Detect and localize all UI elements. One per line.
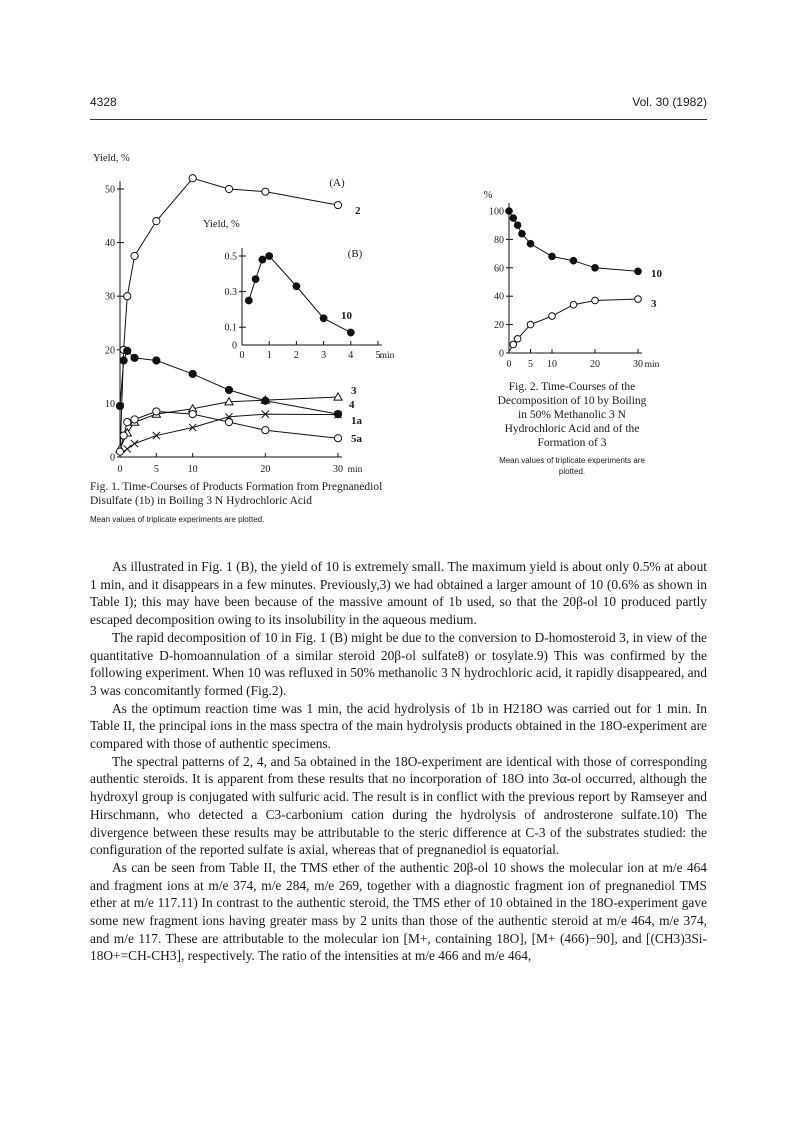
data-point	[570, 301, 577, 308]
fig2-caption-text: Time-Courses of the Decomposition of 10 by Boiling in 50% Methanolic 3 N Hydrochloric Acid and of the Formation of 3	[497, 381, 647, 449]
x-axis-unit: min	[379, 351, 395, 361]
data-point	[320, 315, 327, 322]
y-tick-label: 0	[110, 452, 115, 464]
data-point	[262, 427, 269, 434]
data-point	[549, 313, 556, 320]
data-point	[570, 257, 577, 264]
series-10	[506, 208, 663, 280]
data-point	[334, 411, 341, 418]
fig2-note: Mean values of triplicate experiments are plotted.	[499, 456, 645, 476]
series-3	[116, 385, 357, 452]
data-point	[120, 357, 127, 364]
x-tick-label: 5	[153, 464, 159, 475]
chart-panel-3	[484, 190, 663, 370]
y-tick-label: 50	[105, 184, 115, 196]
fig2-caption	[497, 380, 647, 477]
data-point	[549, 253, 556, 260]
x-tick-label: 5	[375, 350, 381, 361]
x-tick-label: 0	[239, 350, 245, 361]
data-point	[592, 297, 599, 304]
data-point	[592, 265, 599, 272]
x-tick-label: 10	[187, 464, 198, 475]
data-point	[189, 175, 196, 182]
data-point	[519, 230, 526, 237]
fig1-note: Mean values of triplicate experiments are plotted.	[90, 515, 265, 524]
y-tick-label: 20	[494, 320, 504, 332]
series-line	[249, 256, 351, 333]
body-text	[90, 558, 707, 965]
data-point	[262, 188, 269, 195]
volume-label: Vol. 30 (1982)	[632, 95, 707, 109]
data-point	[266, 253, 273, 260]
y-axis-label: Yield, %	[203, 219, 240, 230]
x-axis-unit: min	[347, 465, 363, 475]
paragraph: The rapid decomposition of 10 in Fig. 1 (B) might be due to the conversion to D-homosteroid 3, in view of the quantitative D-homoannulation of a similar steroid 20β-ol sulfate8) or tosylate.9) This was confirmed by the following experiment. When 10 was refluxed in 50% methanolic 3 N hydrochloric acid, it rapidly disappeared, and 3 was concomitantly formed (Fig.2).	[90, 629, 707, 698]
data-point	[225, 419, 232, 426]
chart-panel-1	[93, 153, 363, 475]
data-point	[153, 218, 160, 225]
series-label: 4	[349, 399, 355, 411]
x-tick-label: 10	[547, 359, 557, 370]
paragraph: As illustrated in Fig. 1 (B), the yield of 10 is extremely small. The maximum yield is about only 0.5% at about 1 min, and it disappears in a few minutes. Previously,3) we had obtained a larger amount of 10 (0.6% as shown in Table I); this may have been because of the massive amount of 1b used, so that the 20β-ol 10 produced partly escaped decomposition owing to its insolubility in the aqueous medium.	[90, 559, 707, 628]
panel-label: (B)	[347, 248, 363, 260]
data-point	[635, 268, 642, 275]
paragraph: The spectral patterns of 2, 4, and 5a obtained in the 18O-experiment are identical with those of corresponding authentic steroids. It is apparent from these results that no incorporation of 18O into 3α-ol occurred, although the hydroxyl group is conjugated with sulfuric acid. The result is in conflict with the previous report by Ramseyer and Hirschmann, who detected a C3-carbonium cation during the hydrolysis of androsterone sulfate.10) The divergence between these results may be attributable to the steric difference at C-3 of the substrates studied: the configuration of the reported sulfate is axial, whereas that of pregnanediol is equatorial.	[90, 753, 707, 858]
data-point	[506, 208, 513, 215]
x-tick-label: 2	[293, 350, 299, 361]
page-number: 4328	[90, 95, 117, 109]
data-point	[262, 397, 269, 404]
y-tick-label: 40	[105, 238, 115, 250]
data-point	[116, 448, 123, 455]
x-tick-label: 30	[333, 464, 343, 475]
fig1-caption-text: Time-Courses of Products Formation from Pregnanediol Disulfate (1b) in Boiling 3 N Hydrochloric Acid	[90, 481, 383, 507]
data-point	[189, 411, 196, 418]
data-point	[334, 435, 341, 442]
data-point	[510, 341, 517, 348]
y-tick-label: 10	[105, 398, 115, 410]
panel-label: (A)	[329, 177, 345, 189]
data-point	[189, 370, 196, 377]
fig2-caption-label: Fig. 2.	[508, 381, 539, 393]
y-tick-label: 0	[232, 340, 237, 352]
data-point	[334, 201, 341, 208]
series-label: 1a	[351, 415, 362, 427]
data-point	[120, 432, 127, 439]
x-tick-label: 4	[348, 350, 354, 361]
y-tick-label: 0.5	[224, 251, 237, 263]
x-tick-label: 30	[633, 359, 643, 370]
data-point	[635, 296, 642, 303]
data-point	[259, 256, 266, 263]
series-label: 10	[341, 310, 352, 322]
x-tick-label: 0	[117, 464, 123, 475]
x-axis-unit: min	[644, 360, 660, 370]
data-point	[124, 419, 131, 426]
y-tick-label: 20	[105, 345, 115, 357]
data-point	[153, 408, 160, 415]
data-point	[131, 416, 138, 423]
figures-svg	[0, 0, 793, 560]
data-point	[124, 347, 131, 354]
x-tick-label: 20	[590, 359, 600, 370]
y-tick-label: 100	[489, 206, 504, 218]
y-axis-label: Yield, %	[93, 153, 130, 164]
data-point	[347, 329, 354, 336]
series-label: 10	[651, 268, 662, 280]
data-point	[252, 276, 259, 283]
data-point	[293, 283, 300, 290]
x-tick-label: 20	[260, 464, 271, 475]
data-point	[334, 393, 342, 400]
series-label: 3	[651, 298, 657, 310]
x-tick-label: 3	[321, 350, 327, 361]
data-point	[514, 222, 521, 229]
data-point	[510, 215, 517, 222]
series-label: 2	[355, 205, 361, 217]
fig1-caption-label: Fig. 1.	[90, 481, 120, 493]
y-tick-label: 0.1	[224, 322, 237, 334]
series-3	[509, 296, 657, 352]
y-tick-label: 30	[105, 291, 115, 303]
data-point	[131, 354, 138, 361]
x-tick-label: 1	[266, 350, 272, 361]
paragraph: As the optimum reaction time was 1 min, the acid hydrolysis of 1b in H218O was carried out for 1 min. In Table II, the principal ions in the mass spectra of the main hydrolysis products obtained in the 18O-experiment are compared with those of authentic specimens.	[90, 700, 707, 752]
y-tick-label: 80	[494, 234, 504, 246]
x-tick-label: 0	[506, 359, 512, 370]
y-tick-label: 60	[494, 263, 504, 275]
paragraph: As can be seen from Table II, the TMS ether of the authentic 20β-ol 10 shows the molecular ion at m/e 464 and fragment ions at m/e 374, m/e 284, m/e 269, together with a diagnostic fragment ion of pregnanediol TMS ether at m/e 117.11) In contrast to the authentic steroid, the TMS ether of 10 obtained in the 18O-experiment gave some new fragment ions having greater mass by 2 units than those of the authentic steroid at m/e 464, m/e 374, and m/e 117. These are attributable to the molecular ion [M+, containing 18O], [M+ (466)−90], and [(CH3)3Si-18O+=CH-CH3], respectively. The ratio of the intensities at m/e 466 and m/e 464,	[90, 859, 707, 964]
data-point	[514, 336, 521, 343]
data-point	[124, 293, 131, 300]
chart-panel-2	[203, 219, 395, 361]
data-point	[225, 386, 232, 393]
y-tick-label: 0.3	[224, 287, 237, 299]
y-tick-label: 0	[499, 348, 504, 360]
series-label: 3	[351, 385, 357, 397]
x-tick-label: 5	[528, 359, 533, 370]
y-axis-label: %	[483, 190, 493, 201]
series-10	[245, 253, 354, 336]
data-point	[245, 297, 252, 304]
data-point	[153, 357, 160, 364]
y-tick-label: 40	[494, 291, 504, 303]
fig1-caption	[90, 480, 410, 525]
data-point	[225, 185, 232, 192]
series-4	[120, 399, 355, 454]
data-point	[527, 240, 534, 247]
data-point	[116, 402, 123, 409]
data-point	[527, 321, 534, 328]
series-label: 5a	[351, 433, 362, 445]
data-point	[131, 252, 138, 259]
